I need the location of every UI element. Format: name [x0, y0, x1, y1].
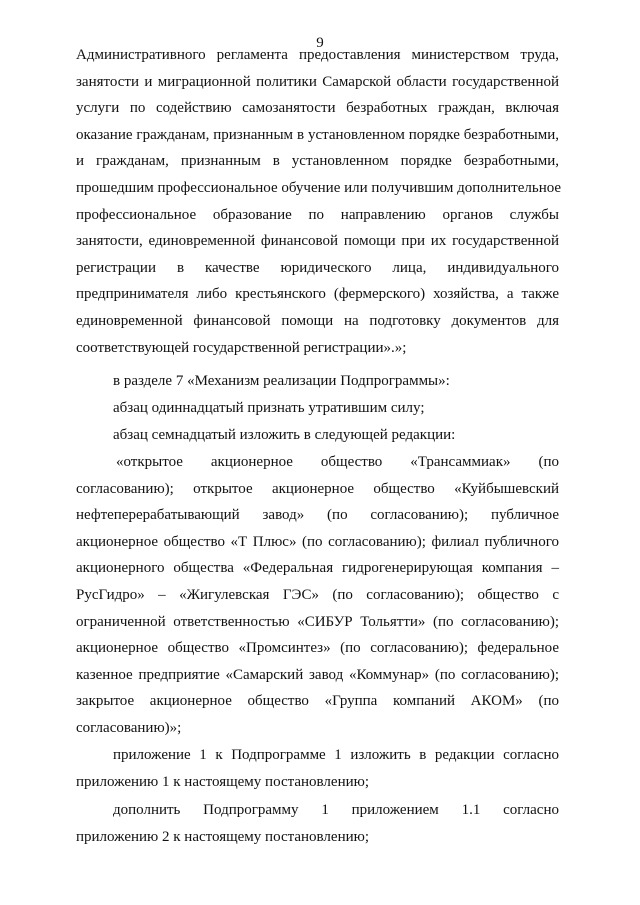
text-line: услуги по содействию самозанятости безработных граждан, включая: [76, 100, 559, 117]
paragraph-para-11: [76, 395, 559, 422]
text-line: акционерное общество «Т Плюс» (по согласованию); филиал публичного: [76, 533, 559, 550]
paragraph-appendix-1-1: [76, 797, 559, 850]
paragraph-para-17: [76, 422, 559, 449]
text-line: «открытое акционерное общество «Трансаммиак» (по: [116, 454, 559, 470]
text-line: единовременной финансовой помощи на подготовку документов для: [76, 312, 559, 329]
text-line: акционерное общество «Промсинтез» (по согласованию); федеральное: [76, 640, 559, 657]
paragraph-appendix-1: [76, 742, 559, 795]
text-line: дополнить Подпрограмму 1 приложением 1.1 согласно: [113, 802, 559, 818]
text-line: приложению 2 к настоящему постановлению;: [76, 828, 369, 845]
text-line: занятости, единовременной финансовой помощи при их государственной: [76, 233, 559, 250]
text-line: приложению 1 к настоящему постановлению;: [76, 773, 369, 790]
paragraph-section-7: [76, 368, 559, 395]
text-line: ограниченной ответственностью «СИБУР Тольятти» (по согласованию);: [76, 613, 559, 630]
text-line: согласованию)»;: [76, 719, 182, 736]
text-line: прошедшим профессиональное обучение или получившим дополнительное: [76, 179, 562, 196]
text-line: профессиональное образование по направлению органов службы: [76, 206, 559, 223]
text-line: абзац одиннадцатый признать утратившим силу;: [113, 400, 425, 416]
text-line: закрытое акционерное общество «Группа компаний АКОМ» (по: [76, 693, 559, 710]
text-line: предпринимателя либо крестьянского (фермерского) хозяйства, а также: [76, 286, 559, 303]
text-line: абзац семнадцатый изложить в следующей редакции:: [113, 427, 456, 443]
text-line: в разделе 7 «Механизм реализации Подпрограммы»:: [113, 373, 450, 389]
text-line: РусГидро» – «Жигулевская ГЭС» (по согласованию); общество с: [76, 586, 559, 603]
text-line: регистрации в качестве юридического лица, индивидуального: [76, 259, 559, 276]
text-line: согласованию); открытое акционерное общество «Куйбышевский: [76, 480, 559, 497]
text-line: и гражданам, признанным в установленном порядке безработными,: [76, 153, 559, 170]
text-line: оказание гражданам, признанным в установленном порядке безработными,: [76, 126, 559, 143]
page-number: 9: [316, 35, 324, 51]
text-line: нефтеперерабатывающий завод» (по согласованию); публичное: [76, 507, 559, 524]
text-line: занятости и миграционной политики Самарской области государственной: [76, 73, 559, 90]
paragraph-quoted-organizations: [76, 449, 559, 742]
text-line: соответствующей государственной регистрации».»;: [76, 339, 407, 356]
text-line: приложение 1 к Подпрограмме 1 изложить в редакции согласно: [113, 747, 559, 763]
text-line: акционерного общества «Федеральная гидрогенерирующая компания –: [76, 560, 559, 577]
text-line: казенное предприятие «Самарский завод «Коммунар» (по согласованию);: [76, 666, 559, 683]
text-line: Административного регламента предоставления министерством труда,: [76, 47, 559, 63]
paragraph-regulation-continuation: [76, 42, 562, 361]
